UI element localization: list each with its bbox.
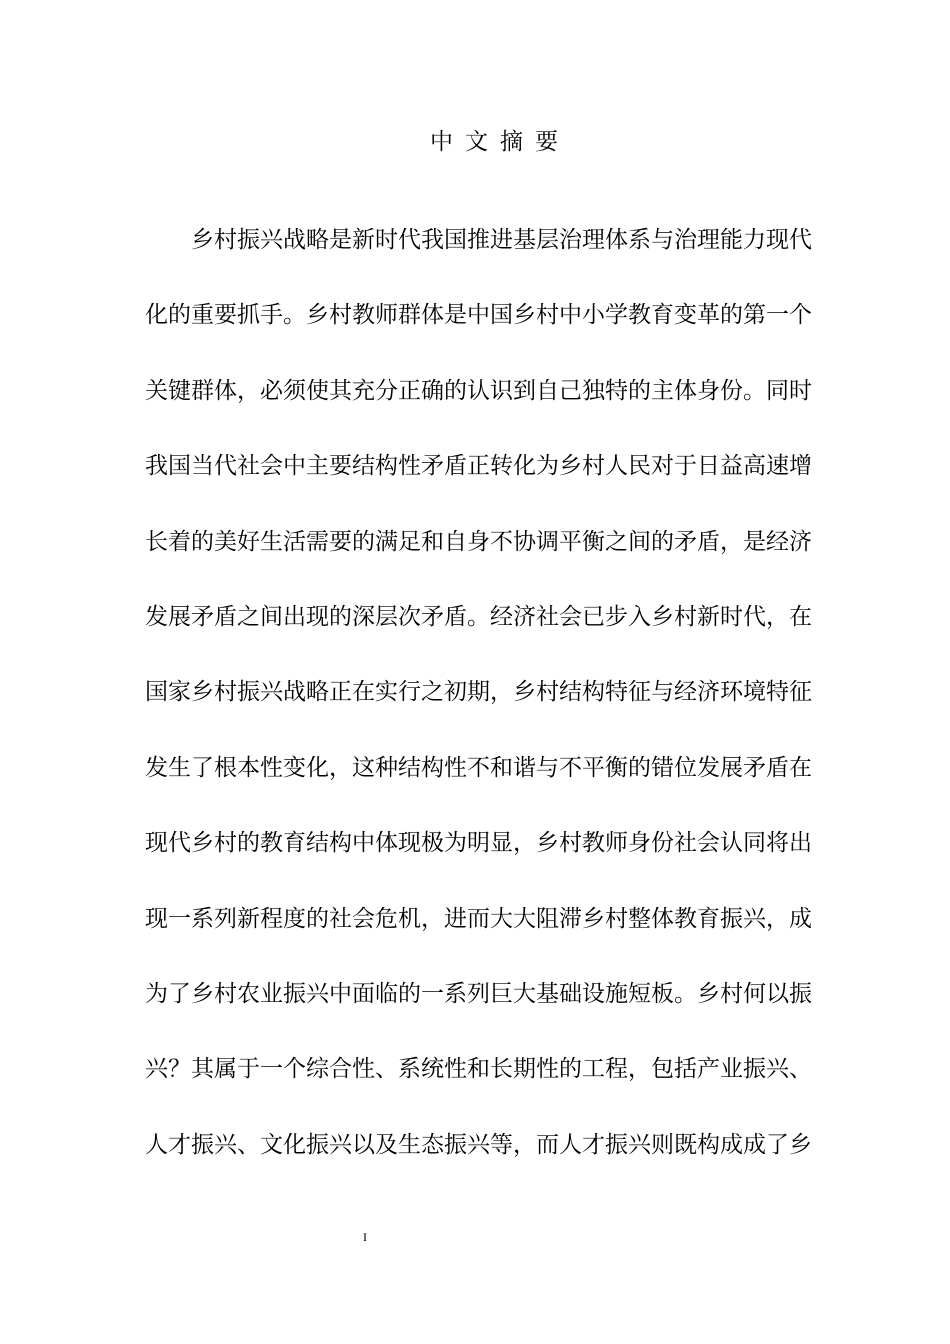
body-line: 兴？其属于一个综合性、系统性和长期性的工程，包括产业振兴、 <box>145 1056 812 1083</box>
body-line: 长着的美好生活需要的满足和自身不协调平衡之间的矛盾，是经济 <box>145 528 812 555</box>
body-line: 发生了根本性变化，这种结构性不和谐与不平衡的错位发展矛盾在 <box>145 754 812 781</box>
body-line: 为了乡村农业振兴中面临的一系列巨大基础设施短板。乡村何以振 <box>145 980 812 1007</box>
body-line: 乡村振兴战略是新时代我国推进基层治理体系与治理能力现代 <box>191 227 812 253</box>
abstract-body <box>145 220 810 1200</box>
body-line: 人才振兴、文化振兴以及生态振兴等，而人才振兴则既构成成了乡 <box>145 1131 812 1158</box>
page-number: I <box>363 1230 367 1244</box>
body-line: 现一系列新程度的社会危机，进而大大阻滞乡村整体教育振兴，成 <box>145 905 812 932</box>
body-line: 现代乡村的教育结构中体现极为明显，乡村教师身份社会认同将出 <box>145 830 812 857</box>
body-line: 关键群体，必须使其充分正确的认识到自己独特的主体身份。同时 <box>145 377 812 404</box>
body-line: 化的重要抓手。乡村教师群体是中国乡村中小学教育变革的第一个 <box>145 302 812 329</box>
body-line: 发展矛盾之间出现的深层次矛盾。经济社会已步入乡村新时代，在 <box>145 603 812 630</box>
body-line: 我国当代社会中主要结构性矛盾正转化为乡村人民对于日益高速增 <box>145 453 812 480</box>
body-line: 国家乡村振兴战略正在实行之初期，乡村结构特征与经济环境特征 <box>145 679 812 706</box>
abstract-title: 中文摘要 <box>430 129 570 155</box>
